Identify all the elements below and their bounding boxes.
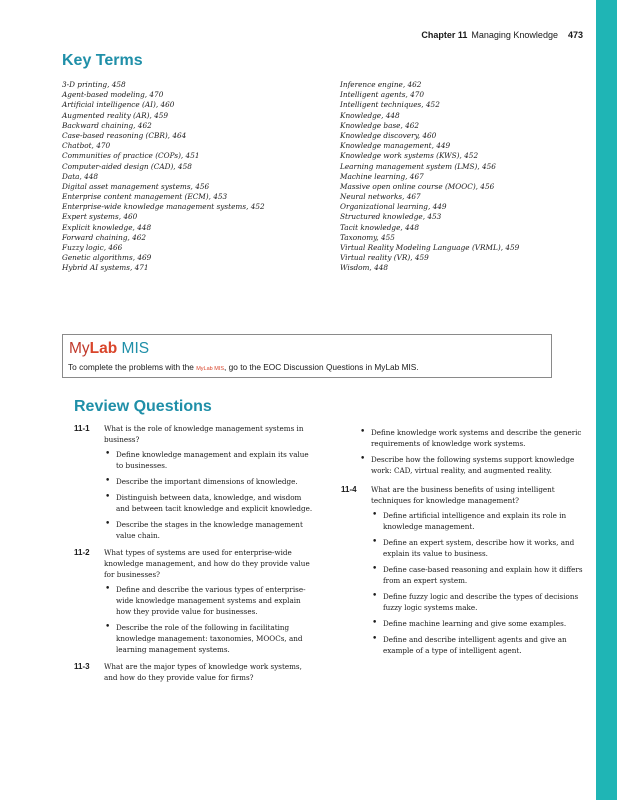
review-question xyxy=(74,661,316,683)
key-terms-left-column xyxy=(62,80,265,274)
running-header xyxy=(421,30,583,40)
question-bullet: • Distinguish between data, knowledge, and wisdom and between tacit knowledge and explicit knowledge. xyxy=(104,492,316,514)
key-term: Knowledge base, 462 xyxy=(340,120,420,130)
key-term: Expert systems, 460 xyxy=(62,212,138,222)
chapter-label: Chapter 11 xyxy=(421,30,468,40)
question-number: 11-4 xyxy=(341,485,357,494)
key-term: Genetic algorithms, 469 xyxy=(62,253,152,263)
review-questions-heading: Review Questions xyxy=(74,398,212,415)
key-terms-heading: Key Terms xyxy=(62,52,143,69)
key-term: Structured knowledge, 453 xyxy=(340,212,442,222)
question-bullet: • Describe the important dimensions of knowledge. xyxy=(104,476,316,487)
key-term: Virtual reality (VR), 459 xyxy=(340,253,429,263)
key-term: Chatbot, 470 xyxy=(62,141,111,151)
question-bullet: • Define and describe the various types of enterprise-wide knowledge management systems and explain how they provide value for businesses. xyxy=(104,584,316,617)
question-bullet: • Define case-based reasoning and explain how it differs from an expert system. xyxy=(371,564,583,586)
mylab-instruction-text: , go to the EOC Discussion Questions in MyLab MIS. xyxy=(224,362,419,372)
question-number: 11-2 xyxy=(74,548,90,557)
key-term: Data, 448 xyxy=(62,171,99,181)
key-term: 3-D printing, 458 xyxy=(62,80,126,89)
mylab-instruction-text: To complete the problems with the xyxy=(68,362,197,372)
question-text: What is the role of knowledge management systems in business? xyxy=(104,424,304,444)
chapter-title: Managing Knowledge xyxy=(471,30,558,40)
key-term: Intelligent techniques, 452 xyxy=(340,100,440,110)
key-term: Knowledge discovery, 460 xyxy=(340,130,437,140)
mylab-instruction xyxy=(68,362,419,372)
key-term: Machine learning, 467 xyxy=(340,171,424,181)
key-term: Learning management system (LMS), 456 xyxy=(340,161,496,171)
question-text: What types of systems are used for enterprise-wide knowledge management, and how do they provide value for businesses? xyxy=(104,548,310,579)
review-question xyxy=(74,547,316,655)
review-question xyxy=(74,423,316,541)
key-term: Virtual Reality Modeling Language (VRML), 459 xyxy=(340,243,520,252)
review-right-column xyxy=(341,423,583,662)
mylab-logo-my: My xyxy=(69,340,90,357)
key-term: Explicit knowledge, 448 xyxy=(62,222,152,232)
key-term: Backward chaining, 462 xyxy=(62,120,152,130)
key-term: Taxonomy, 455 xyxy=(340,232,395,242)
page-edge-bar xyxy=(596,0,617,800)
key-term: Communities of practice (COPs), 451 xyxy=(62,151,200,161)
mylab-logo xyxy=(69,340,149,358)
key-term: Case-based reasoning (CBR), 464 xyxy=(62,130,187,140)
question-text: What are the business benefits of using intelligent techniques for knowledge management? xyxy=(371,485,555,505)
key-term: Organizational learning, 449 xyxy=(340,202,447,212)
question-bullet: • Describe the role of the following in facilitating knowledge management: taxonomies, MOOCs, and learning management systems. xyxy=(104,622,316,655)
key-term: Tacit knowledge, 448 xyxy=(340,222,419,232)
key-term: Computer-aided design (CAD), 458 xyxy=(62,161,192,171)
question-text: What are the major types of knowledge work systems, and how do they provide value for firms? xyxy=(104,662,302,682)
key-term: Intelligent agents, 470 xyxy=(340,90,425,100)
key-term: Knowledge work systems (KWS), 452 xyxy=(340,151,479,161)
key-term: Forward chaining, 462 xyxy=(62,232,147,242)
question-bullet: • Define fuzzy logic and describe the types of decisions fuzzy logic systems make. xyxy=(371,591,583,613)
key-term: Agent-based modeling, 470 xyxy=(62,90,164,100)
mylab-logo-lab: Lab xyxy=(89,340,118,357)
key-term: Neural networks, 467 xyxy=(340,192,421,202)
question-bullet: • Describe the stages in the knowledge management value chain. xyxy=(104,519,316,541)
question-bullet: • Define an expert system, describe how it works, and explain its value to business. xyxy=(371,537,583,559)
question-bullet: • Describe how the following systems support knowledge work: CAD, virtual reality, and augmented reality. xyxy=(359,454,583,476)
question-bullet: • Define knowledge work systems and describe the generic requirements of knowledge work systems. xyxy=(359,427,583,449)
key-term: Knowledge, 448 xyxy=(340,110,400,120)
key-term: Augmented reality (AR), 459 xyxy=(62,110,169,120)
key-term: Digital asset management systems, 456 xyxy=(62,181,210,191)
review-question xyxy=(341,484,583,656)
question-bullet: • Define knowledge management and explain its value to businesses. xyxy=(104,449,316,471)
question-bullet: • Define and describe intelligent agents and give an example of a type of intelligent agent. xyxy=(371,634,583,656)
key-terms-right-column xyxy=(340,80,519,274)
mylab-callout-box xyxy=(62,334,552,378)
mylab-logo-mis: MIS xyxy=(117,340,150,357)
question-number: 11-3 xyxy=(74,662,90,671)
key-term: Hybrid AI systems, 471 xyxy=(62,263,149,273)
key-term: Inference engine, 462 xyxy=(340,80,422,89)
question-bullet: • Define artificial intelligence and explain its role in knowledge management. xyxy=(371,510,583,532)
key-term: Knowledge management, 449 xyxy=(340,141,451,151)
key-term: Fuzzy logic, 466 xyxy=(62,243,123,252)
key-term: Massive open online course (MOOC), 456 xyxy=(340,181,495,191)
key-term: Enterprise-wide knowledge management systems, 452 xyxy=(62,202,265,212)
key-term: Artificial intelligence (AI), 460 xyxy=(62,100,175,110)
key-term: Wisdom, 448 xyxy=(340,263,388,273)
review-left-column xyxy=(74,423,316,689)
question-bullet: • Define machine learning and give some examples. xyxy=(371,618,583,629)
mylab-inline-logo: MyLab MIS xyxy=(196,366,225,372)
page-number: 473 xyxy=(567,30,583,40)
key-term: Enterprise content management (ECM), 453 xyxy=(62,192,228,202)
question-number: 11-1 xyxy=(74,424,90,433)
